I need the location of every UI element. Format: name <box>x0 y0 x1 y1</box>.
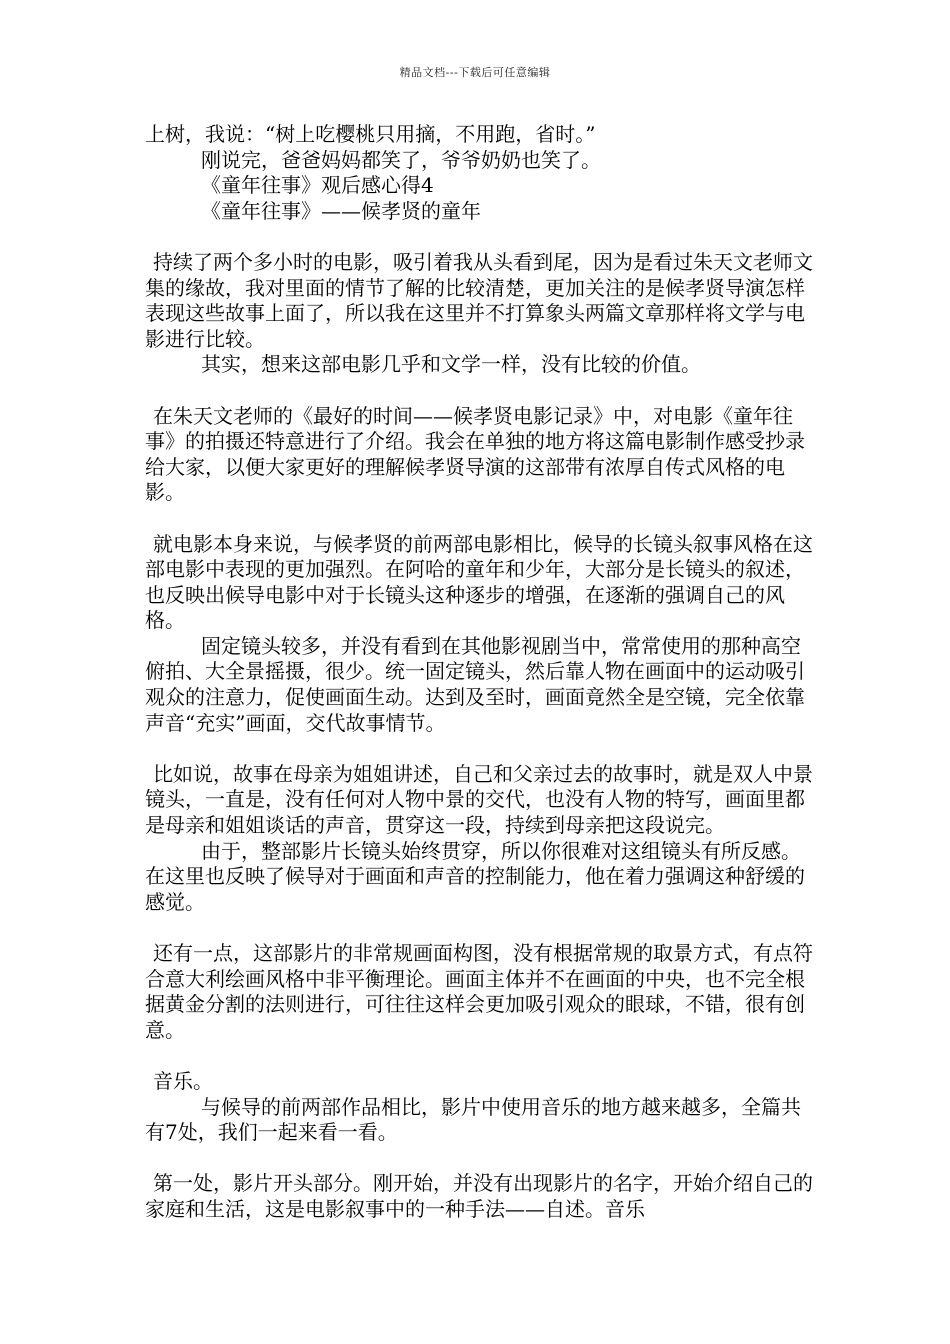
paragraph: 比如说，故事在母亲为姐姐讲述，自己和父亲过去的故事时，就是双人中景镜头，一直是，没有任何对人物中景的交代，也没有人物的特写，画面里都是母亲和姐姐谈话的声音，贯穿这一段，持续到母亲把这段说完。 <box>145 761 813 838</box>
paragraph-gap <box>145 1146 815 1172</box>
paragraph: 刚说完，爸爸妈妈都笑了，爷爷奶奶也笑了。 <box>201 147 601 172</box>
subheading: 《童年往事》观后感心得4 <box>201 173 434 198</box>
paragraph: 由于，整部影片长镜头始终贯穿，所以你很难对这组镜头有所反感。在这里也反映了候导对于画面和声音的控制能力，他在着力强调这种舒缓的感觉。 <box>145 838 805 914</box>
paragraph: 在朱天文老师的《最好的时间——候孝贤电影记录》中，对电影《童年往事》的拍摄还特意进行了介绍。我会在单独的地方将这篇电影制作感受抄录给大家，以便大家更好的理解候孝贤导演的这部带有浓厚自传式风格的电影。 <box>145 403 805 505</box>
subheading: 《童年往事》——候孝贤的童年 <box>201 198 481 223</box>
paragraph-gap <box>145 506 815 532</box>
paragraph-gap <box>145 736 815 762</box>
paragraph-gap <box>145 378 815 404</box>
paragraph-gap <box>145 1043 815 1069</box>
paragraph: 与候导的前两部作品相比，影片中使用音乐的地方越来越多，全篇共有7处，我们一起来看一看。 <box>145 1094 801 1145</box>
paragraph: 固定镜头较多，并没有看到在其他影视剧当中，常常使用的那种高空俯拍、大全景摇摄，很少。统一固定镜头，然后靠人物在画面中的运动吸引观众的注意力，促使画面生动。达到及至时，画面竟然全是空镜，完全依靠声音“充实”画面，交代故事情节。 <box>145 633 805 735</box>
paragraph: 就电影本身来说，与候孝贤的前两部电影相比，候导的长镜头叙事风格在这部电影中表现的更加强烈。在阿哈的童年和少年，大部分是长镜头的叙述，也反映出候导电影中对于长镜头这种逐步的增强，在逐渐的强调自己的风格。 <box>145 531 813 633</box>
page-header: 精品文档---下载后可任意编辑 <box>399 66 551 79</box>
paragraph: 其实，想来这部电影几乎和文学一样，没有比较的价值。 <box>201 352 701 377</box>
document-body <box>145 122 815 1223</box>
paragraph: 还有一点，这部影片的非常规画面构图，没有根据常规的取景方式，有点符合意大利绘画风格中非平衡理论。画面主体并不在画面的中央，也不完全根据黄金分割的法则进行，可往往这样会更加吸引观众的眼球，不错，很有创意。 <box>145 941 813 1042</box>
paragraph: 上树，我说：“树上吃樱桃只用摘，不用跑，省时。” <box>145 122 596 146</box>
section-label: 音乐。 <box>153 1068 213 1093</box>
paragraph-gap <box>145 224 815 250</box>
paragraph: 持续了两个多小时的电影，吸引着我从头看到尾，因为是看过朱天文老师文集的缘故，我对里面的情节了解的比较清楚，更加关注的是候孝贤导演怎样表现这些故事上面了，所以我在这里并不打算象头两篇文章那样将文学与电影进行比较。 <box>145 249 813 351</box>
paragraph-gap <box>145 915 815 941</box>
paragraph: 第一处，影片开头部分。刚开始，并没有出现影片的名字，开始介绍自己的家庭和生活，这是电影叙事中的一种手法——自述。音乐 <box>145 1171 813 1221</box>
